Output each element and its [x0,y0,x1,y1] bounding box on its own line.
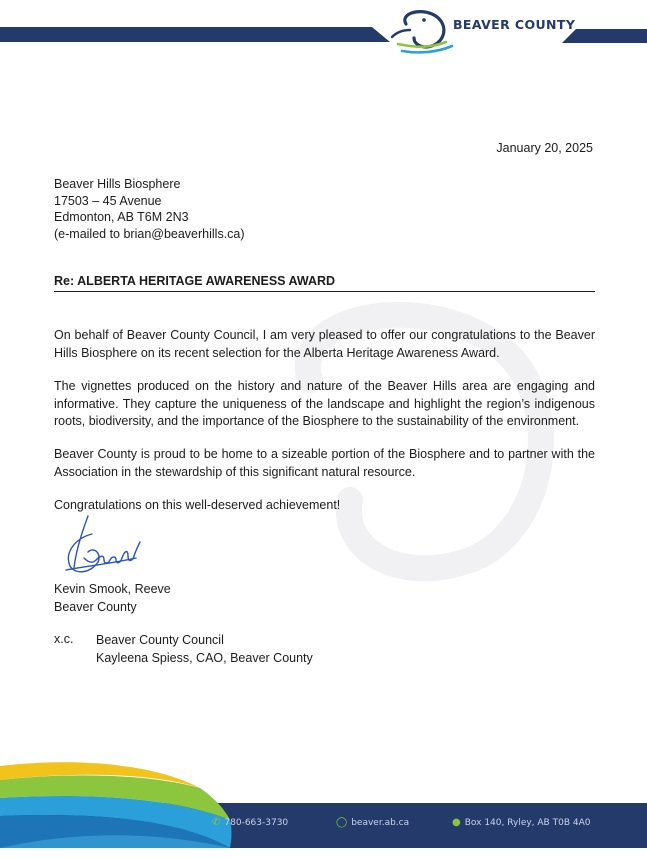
recipient-name: Beaver Hills Biosphere [54,177,181,191]
closing-line: Congratulations on this well-deserved achievement! [54,498,341,512]
letterhead-footer [0,760,647,860]
footer-address [452,818,590,828]
body-paragraph: On behalf of Beaver County Council, I am very pleased to offer our congratulations to the Beaver Hills Biosphere on its recent selection for the Alberta Heritage Awareness Award. [54,328,595,360]
beaver-county-logo-icon [392,12,452,53]
signer-name: Kevin Smook, Reeve [54,582,171,596]
letterhead-header [0,0,647,60]
globe-icon: ◯ [336,817,348,828]
cc-label: x.c. [54,632,74,646]
recipient-city: Edmonton, AB T6M 2N3 [54,210,189,224]
phone-text: 780-663-3730 [224,818,289,828]
signer-org: Beaver County [54,599,137,614]
letter-date: January 20, 2025 [496,141,593,155]
cc-recipient: Beaver County Council [96,633,224,647]
signer-block [54,581,171,616]
recipient-address [54,176,245,242]
footer-band [0,760,647,860]
footer-website [336,818,409,828]
website-text: beaver.ab.ca [351,818,410,828]
footer-phone [212,818,288,828]
address-text: Box 140, Ryley, AB T0B 4A0 [464,818,591,828]
brand-name: BEAVER COUNTY [453,17,576,32]
phone-icon: ✆ [212,817,221,828]
cc-list [96,632,313,667]
location-pin-icon: ● [452,817,461,828]
cc-recipient: Kayleena Spiess, CAO, Beaver County [96,650,313,665]
recipient-email-note: (e-mailed to brian@beaverhills.ca) [54,226,245,241]
recipient-street: 17503 – 45 Avenue [54,193,162,208]
subject-line: Re: ALBERTA HERITAGE AWARENESS AWARD [54,274,595,292]
body-paragraph: The vignettes produced on the history and nature of the Beaver Hills area are engaging and informative. They capture the uniqueness of the landscape and highlight the region’s indigenous roots, biodiversity, and the importance of the Biosphere to the sustainability of the environment. [54,379,595,428]
handwritten-signature [58,512,146,580]
body-paragraph: Beaver County is proud to be home to a sizeable portion of the Biosphere and to partner with the Association in the stewardship of this significant natural resource. [54,447,595,479]
